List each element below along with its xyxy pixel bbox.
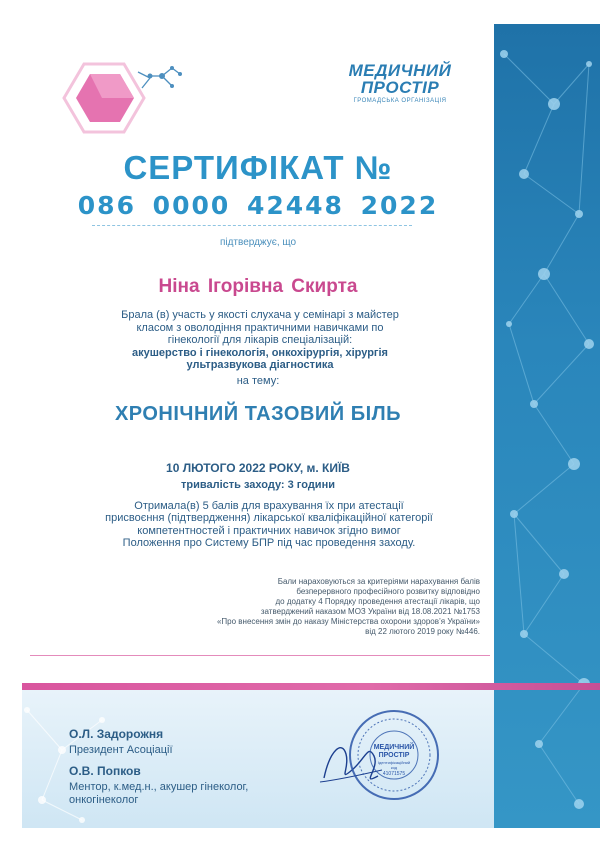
signer-president — [69, 727, 173, 756]
recipient-name: Ніна Ігорівна Скирта — [158, 276, 358, 297]
organization-seal — [348, 709, 440, 801]
signer-role: Президент Асоціації — [69, 744, 173, 756]
body-line: гінекології для лікарів спеціалізацій: — [167, 334, 353, 347]
signer-role-line: онкогінеколог — [69, 794, 139, 806]
note-line: Бали нараховуються за критеріями нарахування балів — [277, 577, 480, 586]
seal-center-text: ПРОСТІР — [378, 752, 410, 759]
note-line: від 22 лютого 2019 року №446. — [365, 627, 480, 636]
signer-name: О.Л. Задорожня — [69, 727, 164, 741]
pink-thin-line — [30, 655, 490, 656]
seal-code-label: код — [390, 765, 398, 770]
event-duration: тривалість заходу: 3 години — [181, 479, 335, 491]
pink-divider-bar — [22, 683, 600, 690]
note-line: «Про внесення змін до наказу Міністерства охорони здоров’я України» — [216, 617, 480, 626]
body-line: Брала (в) участь у якості слухача у семінарі з майстер — [121, 309, 399, 321]
certificate-title: СЕРТИФІКАТ № — [123, 149, 393, 186]
confirms-text: підтверджує, що — [219, 237, 297, 248]
points-line: присвоєння (підтвердження) лікарської кваліфікаційної категорії — [105, 512, 433, 525]
note-line: до додатку 4 Порядку проведення атестації лікарів, що — [275, 597, 480, 606]
signer-name: О.В. Попков — [69, 764, 141, 778]
points-line: Положення про Систему БПР під час проведення заходу. — [122, 537, 416, 550]
event-date-place: 10 ЛЮТОГО 2022 РОКУ, м. КИЇВ — [166, 461, 350, 475]
seminar-topic: ХРОНІЧНИЙ ТАЗОВИЙ БІЛЬ — [114, 403, 402, 425]
seal-code: 41071575 — [382, 771, 406, 777]
topic-label: на тему: — [236, 375, 280, 387]
participation-text — [60, 309, 460, 372]
brand-logo — [340, 62, 460, 104]
brand-name-line1: МЕДИЧНИЙ — [348, 61, 452, 80]
points-text — [64, 500, 474, 550]
hexagon-logo-icon — [62, 58, 152, 138]
number-underline — [92, 225, 412, 226]
specialties-line: акушерство і гінекологія, онкохірургія, хірургія — [132, 346, 388, 359]
specialties-line: ультразвукова діагностика — [186, 359, 334, 372]
points-line: Отримала(в) 5 балів для врахування їх при атестації — [134, 500, 404, 512]
brand-name-line2: ПРОСТІР — [360, 78, 440, 97]
decorative-network-panel — [494, 24, 600, 828]
points-note — [210, 577, 480, 637]
network-pattern — [494, 24, 600, 828]
seal-id-label: Ідентифікаційний — [377, 760, 411, 765]
signer-role-line: Ментор, к.мед.н., акушер гінеколог, — [69, 781, 249, 793]
brand-subtitle: ГРОМАДСЬКА ОРГАНІЗАЦІЯ — [353, 98, 447, 104]
body-line: класом з оволодіння практичними навичками по — [136, 321, 384, 334]
note-line: затверджений наказом МОЗ України від 18.08.2021 №1753 — [260, 607, 480, 616]
seal-center-text: МЕДИЧНИЙ — [373, 744, 415, 751]
certificate-number: 086 0000 42448 2022 — [77, 191, 439, 220]
molecule-icon — [144, 62, 184, 92]
note-line: безперервного професійного розвитку відповідно — [296, 587, 480, 596]
signer-mentor — [69, 764, 248, 807]
points-line: компетентностей і практичних навичок згідно вимог — [137, 524, 401, 537]
